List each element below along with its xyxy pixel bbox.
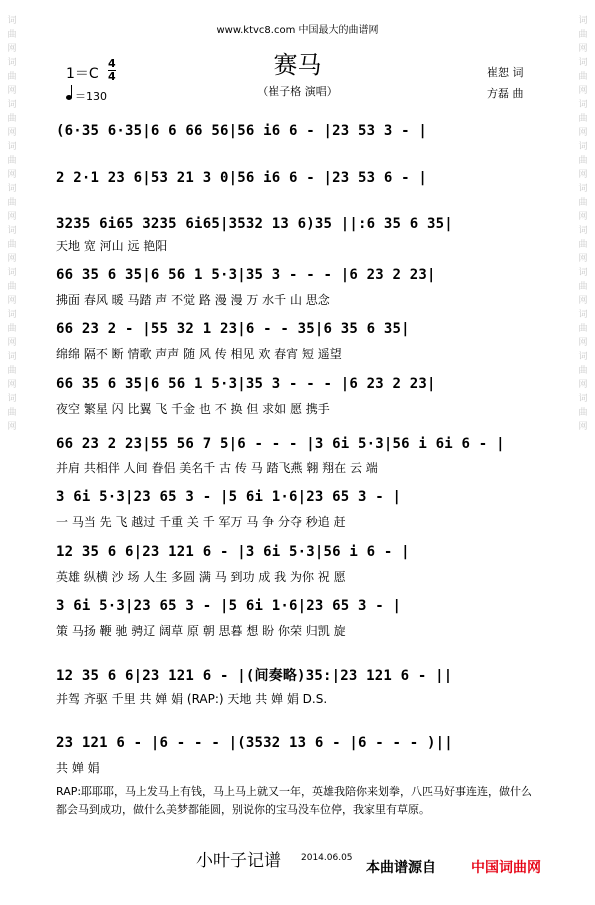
lyric-line-10: 策 马扬 鞭 驰 骋辽 阔草 原 朝 思暮 想 盼 你荣 归凯 旋 <box>56 624 346 638</box>
lyric-line-12: 共 婵 娟 <box>56 761 100 775</box>
lyric-line-2 <box>56 190 542 206</box>
tempo-marking <box>66 88 107 104</box>
transcription-date: 2014.06.05 <box>301 853 353 863</box>
source-label: 本曲谱源自 <box>366 860 436 876</box>
notation-line-7: 66 23 2 23|55 56 7 5|6 - - - |3 6i 5·3|56 i 6i 6 - | <box>56 436 505 452</box>
notation-line-4: 66 35 6 35|6 56 1 5·3|35 3 - - - |6 23 2 23| <box>56 267 436 283</box>
notation-line-12: 23 121 6 - |6 - - - |(3532 13 6 - |6 - - - )|| <box>56 735 453 751</box>
time-signature-top: 4 <box>108 57 116 70</box>
notation-line-8: 3 6i 5·3|23 65 3 - |5 6i 1·6|23 65 3 - | <box>56 489 402 505</box>
lyric-line-8: 一 马当 先 飞 越过 千重 关 千 军万 马 争 分夺 秒追 赶 <box>56 515 346 529</box>
brand-name: 中国词曲网 <box>471 860 541 876</box>
rap-lyrics: RAP:耶耶耶，马上发马上有钱，马上马上就又一年，英雄我陪你来划拳，八匹马好事连连，做什么都会马到成功，做什么美梦都能圆，别说你的宝马没车位停，我家里有草原。 <box>56 785 533 816</box>
notation-line-5: 66 23 2 - |55 32 1 23|6 - - 35|6 35 6 35| <box>56 321 410 337</box>
key-signature: 1＝C <box>66 66 99 82</box>
notation-line-2: 2 2·1 23 6|53 21 3 0|56 i6 6 - |23 53 6 - | <box>56 170 428 186</box>
song-title: 赛马 <box>273 51 322 79</box>
notation-line-6: 66 35 6 35|6 56 1 5·3|35 3 - - - |6 23 2 23| <box>56 376 436 392</box>
notation-line-11: 12 35 6 6|23 121 6 - |(间奏略)35:|23 121 6 - || <box>56 668 453 683</box>
time-signature <box>108 58 116 83</box>
lyric-line-9: 英雄 纵横 沙 场 人生 多圆 满 马 到功 成 我 为你 祝 愿 <box>56 570 346 584</box>
notation-line-10: 3 6i 5·3|23 65 3 - |5 6i 1·6|23 65 3 - | <box>56 598 402 614</box>
lyric-line-5: 绵绵 隔不 断 情歌 声声 随 风 传 相见 欢 春宵 短 遥望 <box>56 347 342 361</box>
lyric-line-7: 并肩 共相伴 人间 眷侣 美名千 古 传 马 踏飞燕 翱 翔在 云 端 <box>56 461 378 475</box>
lyric-line-1 <box>56 143 542 159</box>
notation-line-9: 12 35 6 6|23 121 6 - |3 6i 5·3|56 i 6 - | <box>56 544 410 560</box>
transcriber-signature: 小叶子记谱 <box>196 851 281 871</box>
site-banner: www.ktvc8.com 中国最大的曲谱网 <box>216 25 379 36</box>
lyric-line-6: 夜空 繁星 闪 比翼 飞 千金 也 不 换 但 求如 愿 携手 <box>56 402 330 416</box>
side-watermark-left: 词曲网词曲网词曲网词曲网词曲网词曲网词曲网词曲网词曲网词曲网 <box>7 16 17 432</box>
notation-line-3: 3235 6i65 3235 6i65|3532 13 6)35 ||:6 35 6 35| <box>56 216 453 232</box>
notation-line-1: (6·35 6·35|6 6 66 56|56 i6 6 - |23 53 3 - | <box>56 123 428 139</box>
side-watermark-right: 词曲网词曲网词曲网词曲网词曲网词曲网词曲网词曲网词曲网词曲网 <box>578 16 588 432</box>
lyricist-credit: 崔恕 词 <box>487 66 524 79</box>
lyric-line-3: 天地 宽 河山 远 艳阳 <box>56 239 168 253</box>
quarter-note-icon <box>66 95 72 100</box>
composer-credit: 方磊 曲 <box>487 87 524 100</box>
performer-subtitle: （崔子格 演唱） <box>257 85 338 98</box>
lyric-line-4: 拂面 春风 暖 马踏 声 不觉 路 漫 漫 万 水千 山 思念 <box>56 293 330 307</box>
lyric-line-11: 并驾 齐驱 千里 共 婵 娟 (RAP:) 天地 共 婵 娟 D.S. <box>56 692 328 706</box>
time-signature-bottom: 4 <box>108 70 116 83</box>
tempo-value: ＝130 <box>75 90 107 103</box>
